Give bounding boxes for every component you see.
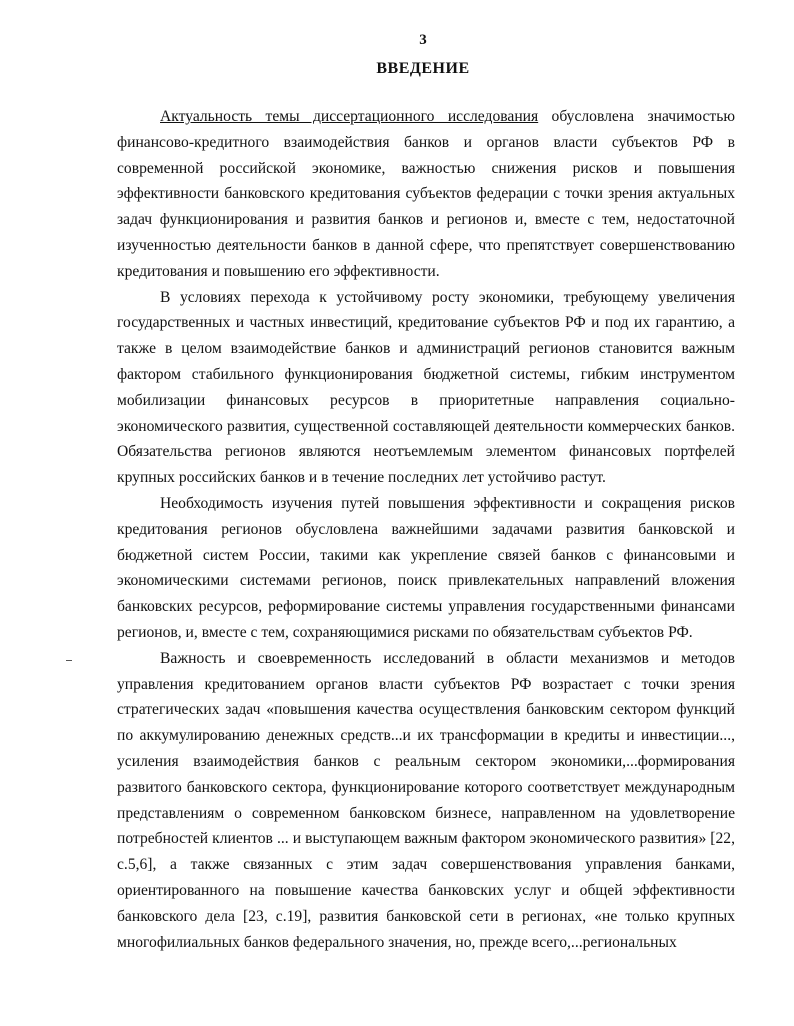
paragraph-necessity: Необходимость изучения путей повышения эффективности и сокращения рисков кредитования регионов обусловлена важнейшими задачами развития банковской и бюджетной систем России, такими как укрепление связей банков с финансовыми и экономическими системами регионов, поиск привлекательных направлений вложения банковских ресурсов, реформирование системы управления государственными финансами регионов, и, вместе с тем, сохраняющимися рисками по обязательствам субъектов РФ. — [117, 494, 735, 641]
paragraph-text: обусловлена значимостью финансово-кредитного взаимодействия банков и органов власти субъектов РФ в современной российской экономике, важностью снижения рисков и повышения эффективности банковского кредитования субъектов федерации с точки зрения актуальных задач функционирования и развития банков и регионов и, вместе с тем, недостаточной изученностью деятельности банков в данной сфере, что препятствует совершенствованию кредитования и повышению его эффективности. — [117, 108, 735, 280]
paragraph-economic-growth: В условиях перехода к устойчивому росту экономики, требующему увеличения государственных и частных инвестиций, кредитование субъектов РФ и под их гарантию, а также в целом взаимодействие банков и администраций регионов становится важным фактором стабильного функционирования бюджетной системы, гибким инструментом мобилизации финансовых ресурсов в приоритетные направления социально-экономического развития, существенной составляющей деятельности коммерческих банков. Обязательства регионов являются неотъемлемым элементом финансовых портфелей крупных российских банков и в течение последних лет устойчиво растут. — [117, 288, 735, 487]
page-title: ВВЕДЕНИЕ — [376, 60, 470, 77]
page-number: 3 — [419, 32, 427, 48]
paragraph-lead-underlined: Актуальность темы диссертационного исследования — [160, 108, 539, 125]
paragraph-relevance — [117, 104, 735, 285]
margin-mark — [66, 660, 72, 661]
paragraph-importance: Важность и своевременность исследований в области механизмов и методов управления кредитованием органов власти субъектов РФ возрастает с точки зрения стратегических задач «повышения качества осуществления банковским сектором функций по аккумулированию денежных средств...и их трансформации в кредиты и инвестиции..., усиления взаимодействия банков с реальным сектором экономики,...формирования развитого банковского сектора, функционирование которого соответствует международным представлениям о современном банковском бизнесе, направленном на удовлетворение потребностей клиентов ... и выступающем важным фактором экономического развития» [22, с.5,6], а также связанных с этим задач совершенствования управления банками, ориентированного на повышение качества банковских услуг и общей эффективности банковского дела [23, с.19], развития банковской сети в регионах, «не только крупных многофилиальных банков федерального значения, но, прежде всего,...региональных — [117, 649, 735, 951]
body-text — [117, 104, 735, 955]
